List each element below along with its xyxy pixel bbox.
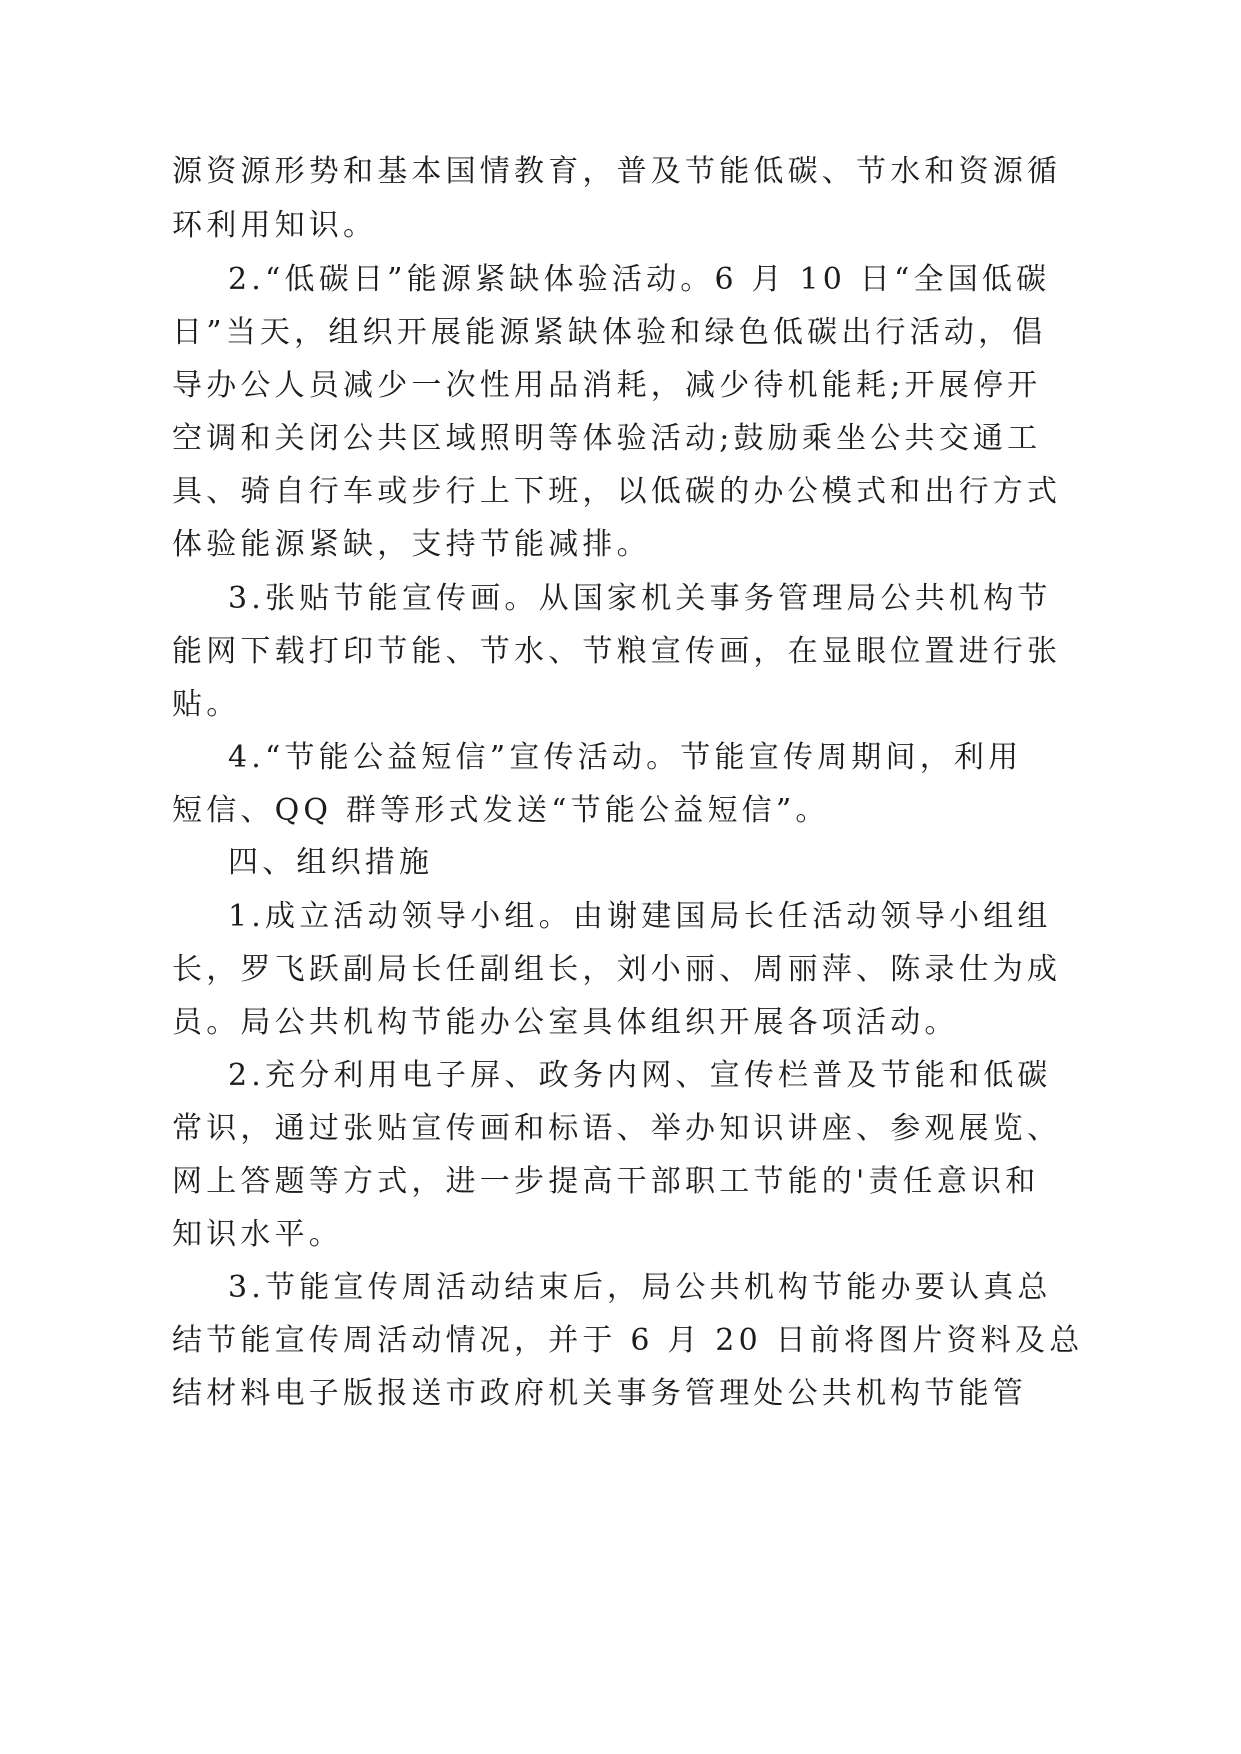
body-text-line: 结材料电子版报送市政府机关事务管理处公共机构节能管 [172,1376,1027,1411]
body-text-line: 空调和关闭公共区域照明等体验活动;鼓励乘坐公共交通工 [172,421,1042,456]
body-text-line: 具、骑自行车或步行上下班，以低碳的办公模式和出行方式 [172,474,1062,509]
body-text-line: 网上答题等方式，进一步提高干部职工节能的'责任意识和 [172,1164,1040,1199]
body-text-line: 知识水平。 [172,1217,343,1252]
body-text-line: 1.成立活动领导小组。由谢建国局长任活动领导小组组 [228,899,1052,934]
body-text-line: 3.张贴节能宣传画。从国家机关事务管理局公共机构节 [228,581,1052,616]
body-text-line: 长，罗飞跃副局长任副组长，刘小丽、周丽萍、陈录仕为成 [172,952,1062,987]
body-text-line: 2.“低碳日”能源紧缺体验活动。6 月 10 日“全国低碳 [228,262,1051,297]
body-text-line: 环利用知识。 [172,208,378,243]
body-text-line: 短信、QQ 群等形式发送“节能公益短信”。 [172,793,830,828]
body-text-line: 导办公人员减少一次性用品消耗，减少待机能耗;开展停开 [172,368,1042,403]
body-text-line: 3.节能宣传周活动结束后，局公共机构节能办要认真总 [228,1270,1052,1305]
body-text-line: 日”当天，组织开展能源紧缺体验和绿色低碳出行活动，倡 [172,315,1047,350]
section-heading: 四、组织措施 [228,845,434,880]
body-text-line: 4.“节能公益短信”宣传活动。节能宣传周期间，利用 [228,740,1023,775]
body-text-line: 常识，通过张贴宣传画和标语、举办知识讲座、参观展览、 [172,1111,1062,1146]
body-text-line: 能网下载打印节能、节水、节粮宣传画，在显眼位置进行张 [172,634,1062,669]
body-text-line: 体验能源紧缺，支持节能减排。 [172,527,651,562]
body-text-line: 贴。 [172,687,241,722]
body-text-line: 结节能宣传周活动情况，并于 6 月 20 日前将图片资料及总 [172,1323,1084,1358]
body-text-line: 源资源形势和基本国情教育，普及节能低碳、节水和资源循 [172,154,1062,189]
body-text-line: 员。局公共机构节能办公室具体组织开展各项活动。 [172,1005,959,1040]
body-text-line: 2.充分利用电子屏、政务内网、宣传栏普及节能和低碳 [228,1058,1052,1093]
